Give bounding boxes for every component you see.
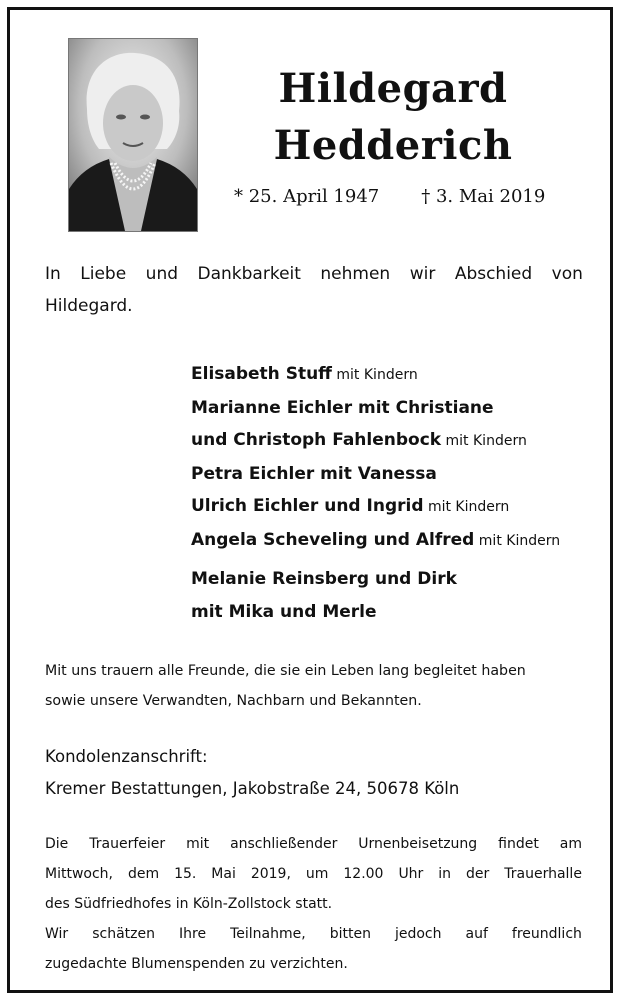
condolence-address: Kremer Bestattungen, Jakobstraße 24, 50678 Köln — [45, 779, 460, 798]
family-member-name: Elisabeth Stuff — [191, 364, 332, 384]
family-member — [191, 424, 583, 458]
first-name: Hildegard — [278, 65, 508, 112]
word: Abschied — [454, 264, 533, 284]
intro-line-1 — [45, 258, 583, 290]
family-member — [191, 490, 583, 524]
family-member-name: Melanie Reinsberg und Dirk — [191, 569, 457, 589]
condolence-label: Kondolenzanschrift: — [45, 747, 208, 766]
word: bitten — [329, 926, 371, 942]
word: jedoch — [394, 926, 442, 942]
word: um — [305, 866, 329, 882]
word: der — [466, 866, 490, 882]
word: Urnenbeisetzung — [358, 836, 478, 852]
intro-line-2: Hildegard. — [45, 296, 133, 316]
family-member-note: mit Kindern — [441, 433, 527, 449]
service-line-4 — [45, 919, 582, 949]
word: schätzen — [92, 926, 155, 942]
word: Uhr — [398, 866, 424, 882]
word: 2019, — [250, 866, 291, 882]
word: Trauerfeier — [89, 836, 166, 852]
family-list — [191, 358, 583, 628]
family-member-name: mit Mika und Merle — [191, 601, 377, 622]
portrait-photo-image — [69, 39, 197, 231]
word: von — [551, 264, 583, 284]
word: Die — [45, 836, 69, 852]
family-member — [191, 596, 583, 629]
mourners-text — [45, 656, 590, 716]
word: auf — [465, 926, 488, 942]
word: Liebe — [80, 264, 127, 284]
word: In — [45, 264, 61, 284]
condolence-block — [45, 741, 590, 805]
word: anschließender — [230, 836, 338, 852]
word: findet — [498, 836, 539, 852]
service-line-2 — [45, 859, 582, 889]
last-name: Hedderich — [273, 122, 513, 169]
word: Wir — [45, 926, 69, 942]
family-member-name: Angela Scheveling und Alfred — [191, 529, 475, 550]
service-line-5: zugedachte Blumenspenden zu verzichten. — [45, 956, 348, 972]
family-member — [191, 563, 583, 596]
family-member — [191, 358, 583, 392]
service-line-3: des Südfriedhofes in Köln-Zollstock statt. — [45, 896, 333, 912]
mourners-line-1: Mit uns trauern alle Freunde, die sie ein Leben lang begleitet haben — [45, 663, 526, 679]
word: freundlich — [511, 926, 582, 942]
word: 15. — [174, 866, 197, 882]
word: 12.00 — [343, 866, 384, 882]
word: Trauerhalle — [504, 866, 582, 882]
family-member-note: mit Kindern — [331, 367, 418, 383]
service-info — [45, 829, 582, 979]
word: dem — [127, 866, 160, 882]
service-line-1 — [45, 829, 582, 859]
death-date: † 3. Mai 2019 — [421, 186, 546, 207]
family-member-note: mit Kindern — [474, 532, 561, 549]
word: mit — [186, 836, 210, 852]
word: und — [145, 264, 179, 284]
word: Ihre — [179, 926, 207, 942]
word: Mittwoch, — [45, 866, 113, 882]
family-member-name: Marianne Eichler mit Christiane — [191, 397, 494, 418]
family-member-name: Petra Eichler mit Vanessa — [191, 463, 437, 484]
birth-date: * 25. April 1947 — [234, 186, 380, 207]
family-member-name: und Christoph Fahlenbock — [191, 430, 442, 450]
obituary-notice — [7, 7, 613, 993]
family-member-name: Ulrich Eichler und Ingrid — [191, 496, 424, 516]
family-member — [191, 524, 583, 558]
word: wir — [409, 264, 436, 284]
mourners-line-2: sowie unsere Verwandten, Nachbarn und Bekannten. — [45, 693, 422, 709]
word: Teilnahme, — [230, 926, 306, 942]
intro-text — [45, 258, 583, 322]
family-member — [191, 392, 583, 425]
word: Mai — [211, 866, 236, 882]
word: Dankbarkeit — [197, 264, 301, 284]
portrait-photo — [68, 38, 198, 232]
family-member — [191, 458, 583, 491]
word: nehmen — [320, 264, 391, 284]
word: am — [559, 836, 582, 852]
word: in — [438, 866, 452, 882]
life-dates — [234, 186, 564, 207]
family-member-note: mit Kindern — [423, 499, 510, 515]
